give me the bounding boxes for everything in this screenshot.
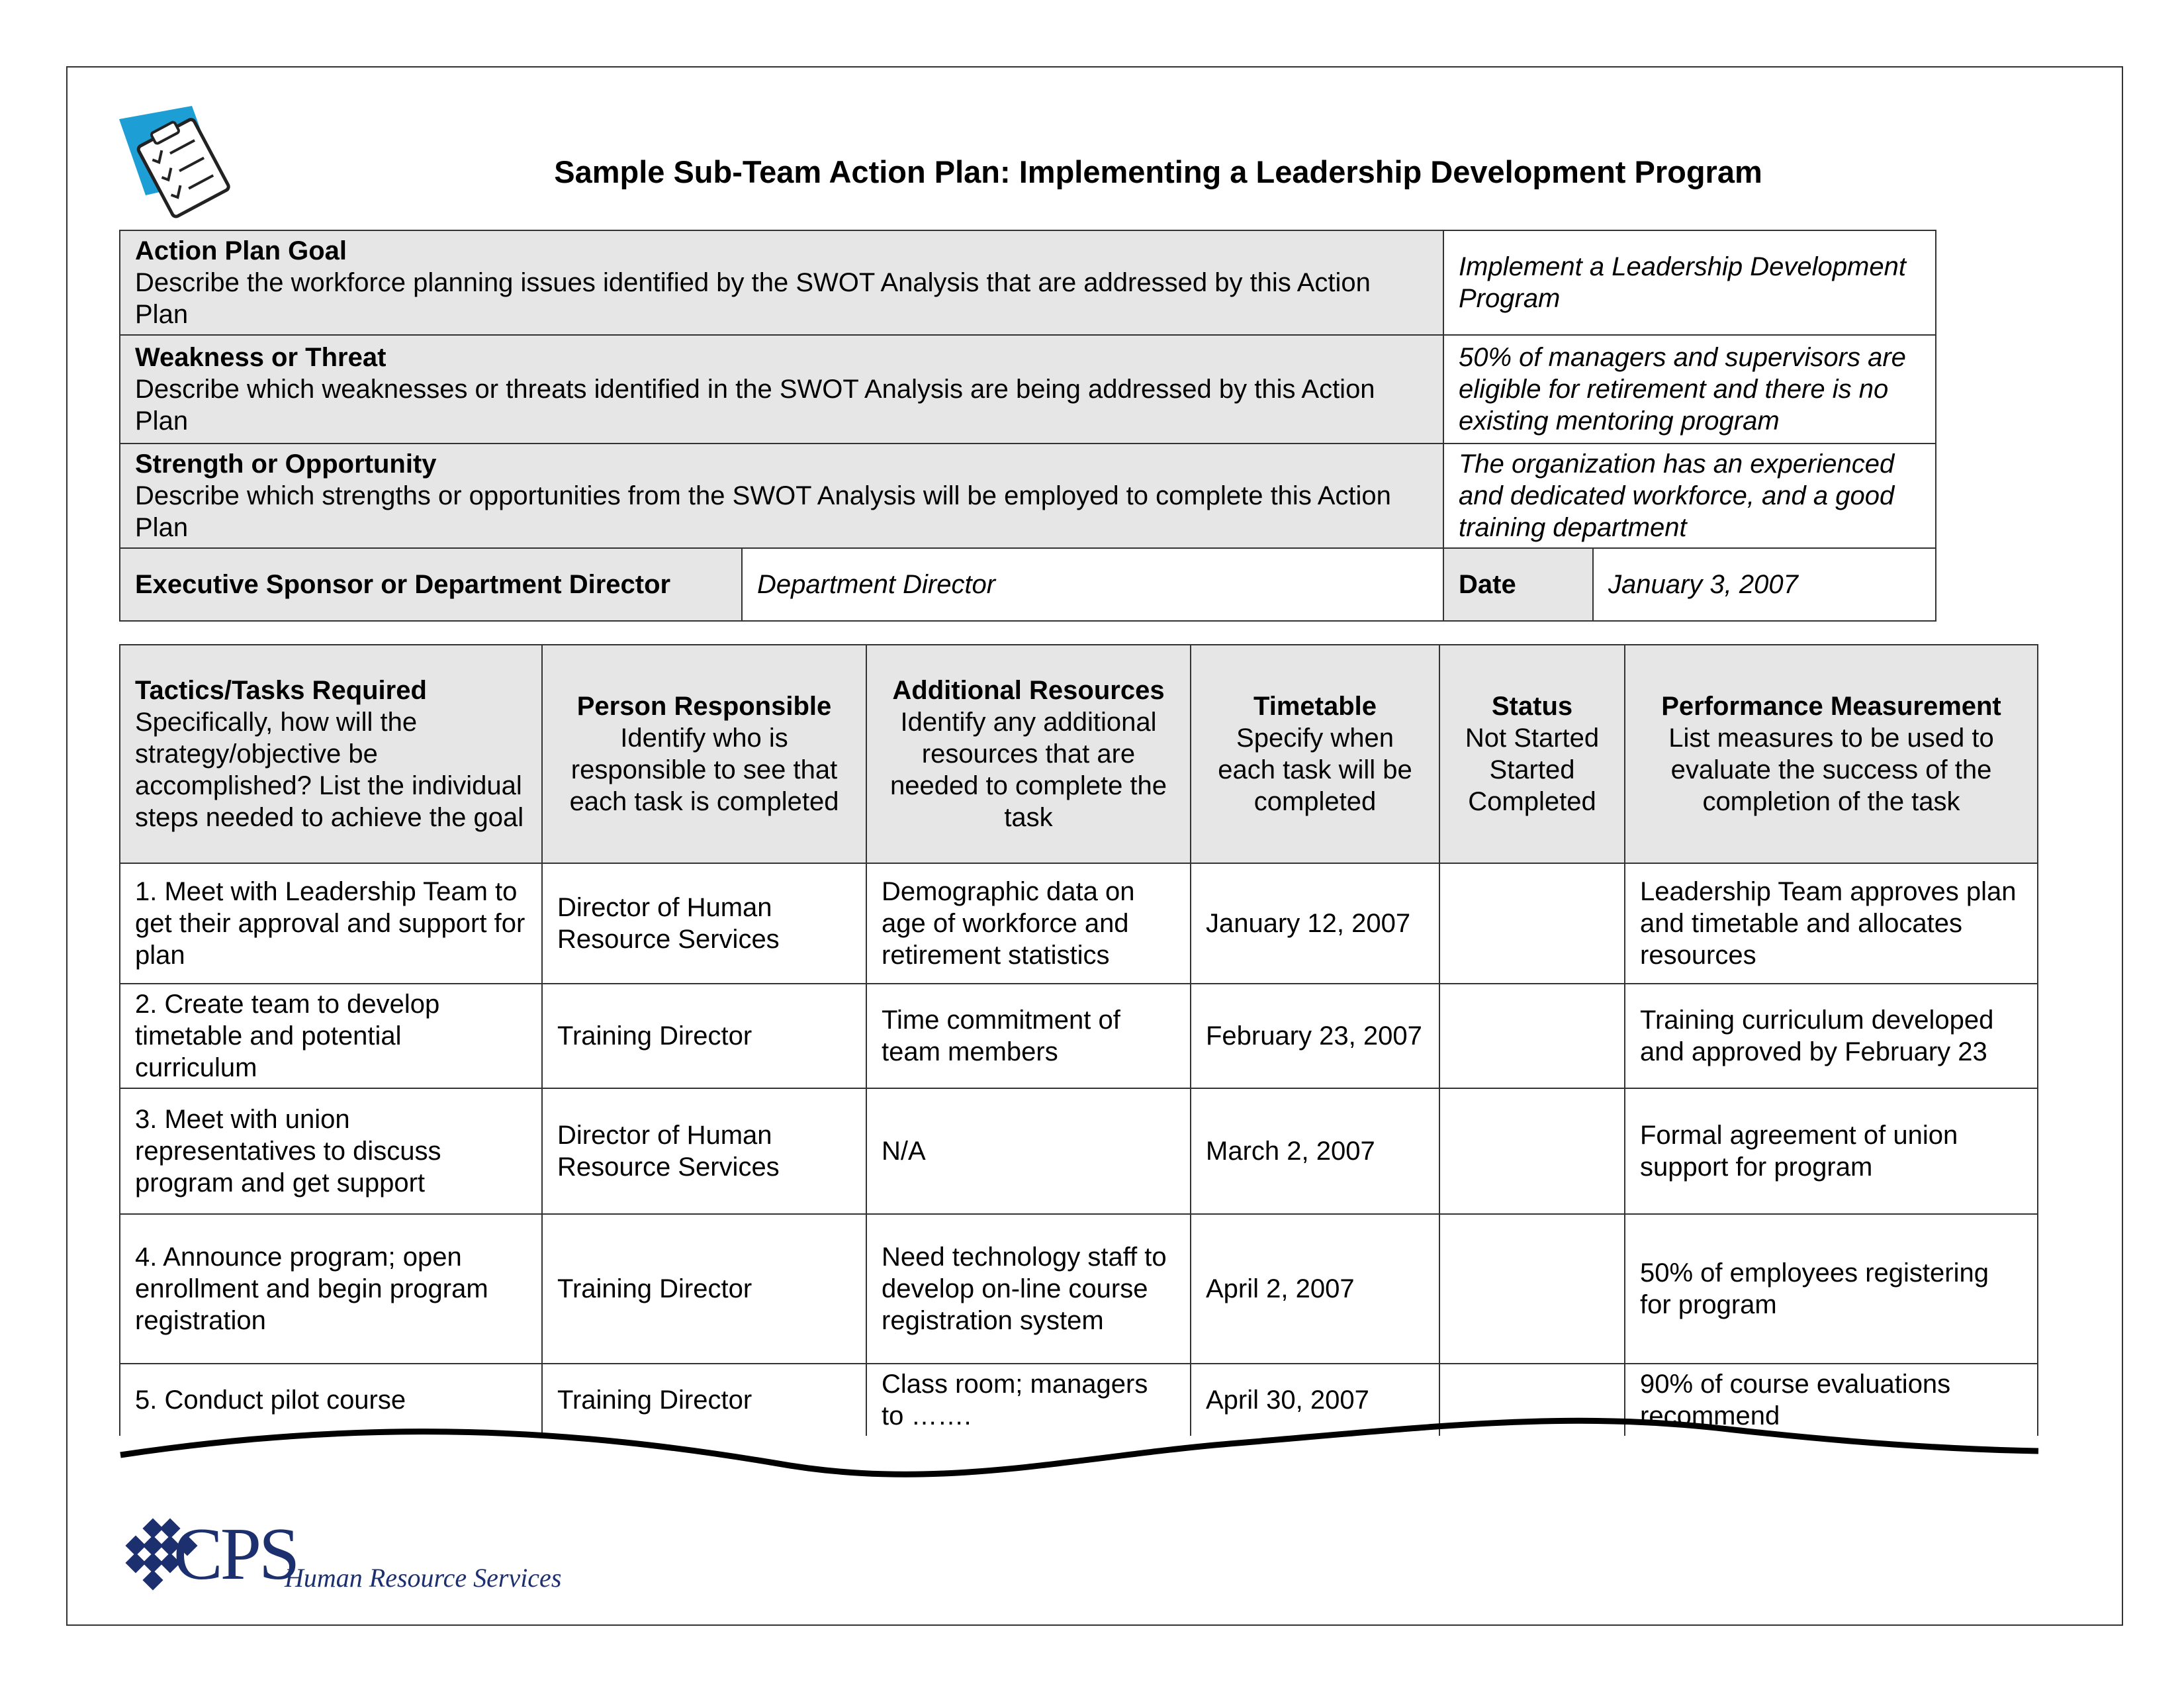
person-cell: Director of Human Resource Services: [542, 863, 866, 984]
person-cell: Director of Human Resource Services: [542, 1088, 866, 1214]
status-cell: [1439, 1214, 1625, 1364]
sponsor-value: Department Director: [742, 548, 1443, 621]
person-cell: Training Director: [542, 1364, 866, 1436]
table-row: [120, 1088, 2038, 1214]
strength-description: Describe which strengths or opportunities from the SWOT Analysis will be employed to complete this Action Plan: [135, 481, 1391, 542]
tasks-header-row: [120, 645, 2038, 863]
sponsor-row: [120, 548, 1936, 621]
goal-answer: Implement a Leadership Development Program: [1443, 230, 1936, 335]
status-cell: [1439, 1088, 1625, 1214]
weakness-description: Describe which weaknesses or threats identified in the SWOT Analysis are being addressed by this Action Plan: [135, 375, 1375, 436]
header-timetable: Timetable Specify when each task will be completed: [1191, 645, 1439, 863]
timetable-cell: March 2, 2007: [1191, 1088, 1439, 1214]
weakness-answer: 50% of managers and supervisors are eligible for retirement and there is no existing mentoring program: [1443, 335, 1936, 444]
measure-cell: Training curriculum developed and approved by February 23: [1625, 984, 2038, 1088]
task-cell: 4. Announce program; open enrollment and begin program registration: [120, 1214, 542, 1364]
measure-cell: Formal agreement of union support for program: [1625, 1088, 2038, 1214]
table-row: [120, 863, 2038, 984]
strength-row: [120, 444, 1936, 548]
clipboard-checklist-icon: [119, 106, 238, 222]
measure-cell: 50% of employees registering for program: [1625, 1214, 2038, 1364]
header-measurement: Performance Measurement List measures to be used to evaluate the success of the completion of the task: [1625, 645, 2038, 863]
header-resources: Additional Resources Identify any additional resources that are needed to complete the task: [866, 645, 1191, 863]
resources-cell: Class room; managers to …….: [866, 1364, 1191, 1436]
weakness-row: [120, 335, 1936, 444]
date-value: January 3, 2007: [1593, 548, 1936, 621]
torn-edge-wave: [113, 1403, 2045, 1496]
task-cell: 2. Create team to develop timetable and potential curriculum: [120, 984, 542, 1088]
timetable-cell: February 23, 2007: [1191, 984, 1439, 1088]
tasks-table: [119, 644, 2038, 1436]
weakness-label-cell: [120, 335, 1443, 444]
measure-cell: Leadership Team approves plan and timetable and allocates resources: [1625, 863, 2038, 984]
date-label: Date: [1443, 548, 1593, 621]
table-row: [120, 984, 2038, 1088]
header-person: Person Responsible Identify who is responsible to see that each task is completed: [542, 645, 866, 863]
goal-description: Describe the workforce planning issues identified by the SWOT Analysis that are addressed by this Action Plan: [135, 268, 1371, 329]
sponsor-label: Executive Sponsor or Department Director: [120, 548, 742, 621]
weakness-label: Weakness or Threat: [135, 343, 387, 372]
header-status: Status Not Started Started Completed: [1439, 645, 1625, 863]
logo-wordmark: CPS: [173, 1513, 298, 1595]
table-row: [120, 1214, 2038, 1364]
resources-cell: N/A: [866, 1088, 1191, 1214]
timetable-cell: April 2, 2007: [1191, 1214, 1439, 1364]
status-cell: [1439, 863, 1625, 984]
action-plan-summary-table: [119, 230, 1936, 622]
goal-row: [120, 230, 1936, 335]
person-cell: Training Director: [542, 1214, 866, 1364]
resources-cell: Need technology staff to develop on-line course registration system: [866, 1214, 1191, 1364]
task-cell: 5. Conduct pilot course: [120, 1364, 542, 1436]
goal-label: Action Plan Goal: [135, 236, 347, 265]
strength-answer: The organization has an experienced and dedicated workforce, and a good training department: [1443, 444, 1936, 548]
task-cell: 1. Meet with Leadership Team to get their approval and support for plan: [120, 863, 542, 984]
resources-cell: Time commitment of team members: [866, 984, 1191, 1088]
timetable-cell: April 30, 2007: [1191, 1364, 1439, 1436]
status-cell: [1439, 984, 1625, 1088]
strength-label: Strength or Opportunity: [135, 449, 437, 479]
header-tactics: Tactics/Tasks Required Specifically, how will the strategy/objective be accomplished? List the individual steps needed to achieve the goal: [120, 645, 542, 863]
measure-cell: 90% of course evaluations recommend: [1625, 1364, 2038, 1436]
logo-subtitle: Human Resource Services: [285, 1563, 562, 1593]
person-cell: Training Director: [542, 984, 866, 1088]
task-cell: 3. Meet with union representatives to discuss program and get support: [120, 1088, 542, 1214]
goal-label-cell: [120, 230, 1443, 335]
timetable-cell: January 12, 2007: [1191, 863, 1439, 984]
resources-cell: Demographic data on age of workforce and retirement statistics: [866, 863, 1191, 984]
strength-label-cell: [120, 444, 1443, 548]
page-title: Sample Sub-Team Action Plan: Implementing a Leadership Development Program: [554, 154, 1762, 189]
